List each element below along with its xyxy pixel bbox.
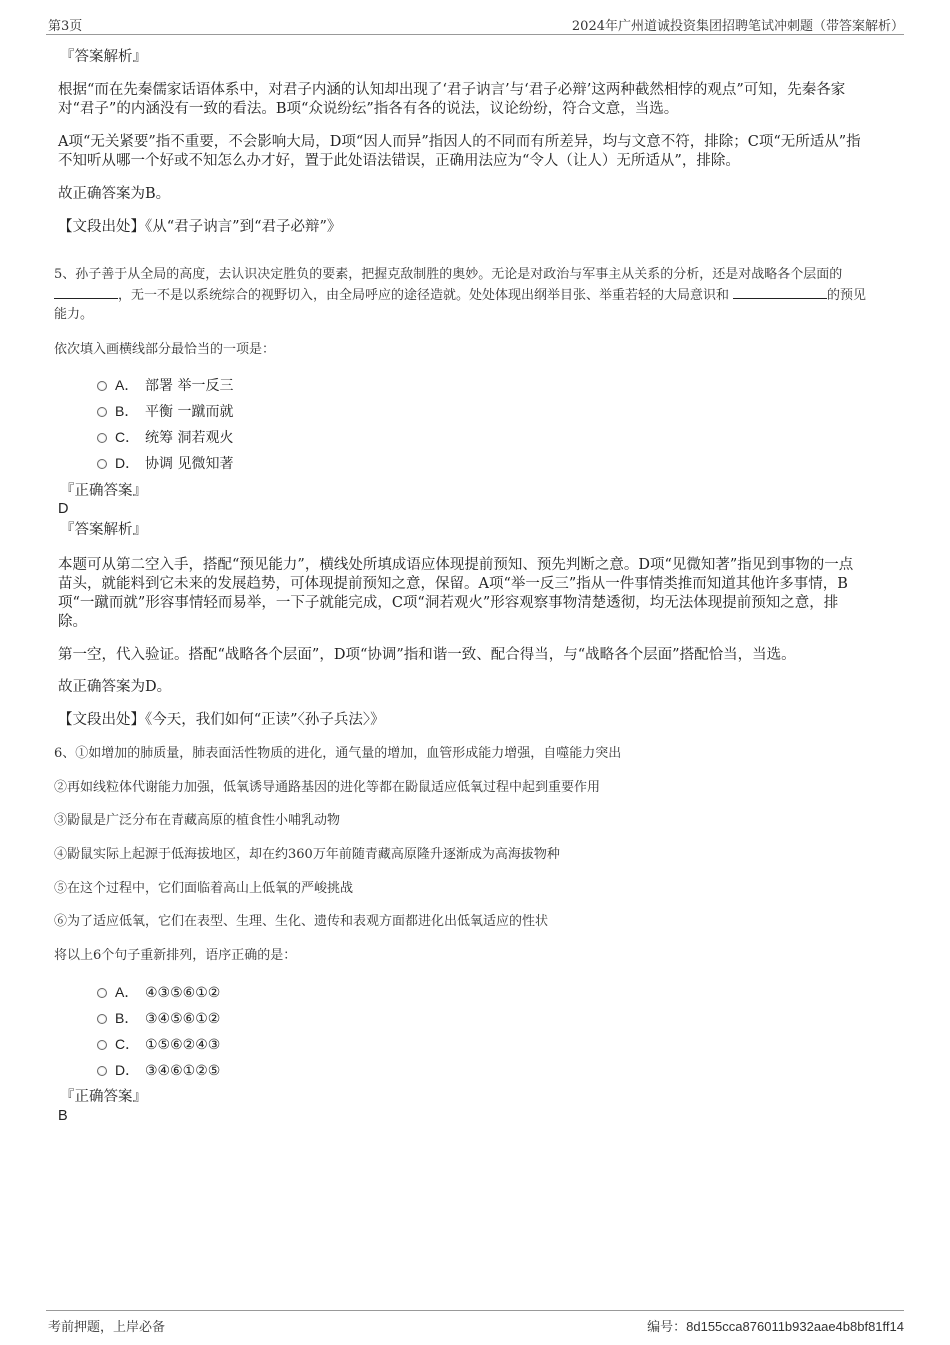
radio-icon[interactable] bbox=[97, 459, 107, 469]
sentence-item: 6、①如增加的肺质量，肺表面活性物质的进化，通气量的增加，血管形成能力增强，自噬能力突出 bbox=[54, 746, 622, 761]
radio-icon[interactable] bbox=[97, 407, 107, 417]
option-a[interactable]: A． ④③⑤⑥①② bbox=[97, 982, 220, 1002]
sentence-item: ⑤在这个过程中，它们面临着高山上低氧的严峻挑战 bbox=[54, 881, 354, 896]
document-code: 编号：8d155cca876011b932aae4b8bf81ff14 bbox=[647, 1319, 904, 1334]
correct-answer: D bbox=[58, 501, 69, 517]
question-stem-line: 5、孙子善于从全局的高度，去认识决定胜负的要素，把握克敌制胜的奥妙。无论是对政治与军事主从关系的分析，还是对战略各个层面的 bbox=[54, 267, 843, 282]
option-d[interactable]: D． 协调 见微知著 bbox=[97, 453, 233, 473]
radio-icon[interactable] bbox=[97, 1040, 107, 1050]
source-text: 【文段出处】《今天，我们如何“正读”〈孙子兵法〉》 bbox=[58, 712, 385, 728]
analysis-paragraph-line: 根据“而在先秦儒家话语体系中，对君子内涵的认知却出现了‘君子讷言’与‘君子必辩’这两种截然相悖的观点”可知，先秦各家 bbox=[58, 82, 846, 98]
option-d[interactable]: D． ③④⑥①②⑤ bbox=[97, 1060, 220, 1080]
sentence-item: ④鼢鼠实际上起源于低海拔地区，却在约360万年前随青藏高原隆升逐渐成为高海拔物种 bbox=[54, 847, 560, 862]
radio-icon[interactable] bbox=[97, 433, 107, 443]
analysis-label: 『答案解析』 bbox=[60, 49, 147, 65]
analysis-paragraph-line: A项“无关紧要”指不重要，不会影响大局，D项“因人而异”指因人的不同而有所差异，均与文意不符，排除；C项“无所适从”指 bbox=[58, 134, 861, 150]
correct-answer: B bbox=[58, 1108, 68, 1124]
analysis-paragraph-line: 不知听从哪一个好或不知怎么办才好，置于此处语法错误，正确用法应为“令人（让人）无所适从”，排除。 bbox=[58, 153, 740, 169]
radio-icon[interactable] bbox=[97, 1014, 107, 1024]
analysis-paragraph-line: 除。 bbox=[58, 614, 87, 630]
radio-icon[interactable] bbox=[97, 988, 107, 998]
page-header bbox=[46, 14, 904, 35]
fill-blank bbox=[733, 285, 827, 299]
analysis-paragraph-line: 项“一蹴而就”形容事情轻而易举，一下子就能完成，C项“洞若观火”形容观察事物清楚透彻，均无法体现提前预知之意，排 bbox=[58, 595, 839, 611]
source-text: 【文段出处】《从“君子讷言”到“君子必辩”》 bbox=[58, 219, 342, 235]
option-b[interactable]: B． ③④⑤⑥①② bbox=[97, 1008, 220, 1028]
option-c[interactable]: C． ①⑤⑥②④③ bbox=[97, 1034, 220, 1054]
analysis-paragraph-line: 本题可从第二空入手，搭配“预见能力”，横线处所填成语应体现提前预知、预先判断之意。D项“见微知著”指见到事物的一点 bbox=[58, 557, 854, 573]
conclusion-text: 故正确答案为B。 bbox=[58, 186, 171, 202]
conclusion-text: 故正确答案为D。 bbox=[58, 679, 172, 695]
stem-text: ，无一不是以系统综合的视野切入，由全局呼应的途径造就。处处体现出纲举目张、举重若轻的大局意识和 bbox=[118, 288, 730, 303]
radio-icon[interactable] bbox=[97, 1066, 107, 1076]
footer-slogan: 考前押题，上岸必备 bbox=[48, 1320, 166, 1335]
option-c[interactable]: C． 统筹 洞若观火 bbox=[97, 427, 233, 447]
analysis-paragraph-line: 苗头，就能料到它未来的发展趋势，可体现提前预知之意，保留。A项“举一反三”指从一件事情类推而知道其他许多事情，B bbox=[58, 576, 848, 592]
document-title: 2024年广州道诚投资集团招聘笔试冲刺题（带答案解析） bbox=[571, 19, 904, 34]
correct-answer-label: 『正确答案』 bbox=[60, 483, 147, 499]
question-stem-line: 能力。 bbox=[54, 307, 94, 322]
sentence-item: ⑥为了适应低氧，它们在表型、生理、生化、遗传和表观方面都进化出低氧适应的性状 bbox=[54, 914, 549, 929]
analysis-paragraph-line: 对“君子”的内涵没有一致的看法。B项“众说纷纭”指各有各的说法，议论纷纷，符合文意，当选。 bbox=[58, 101, 679, 117]
question-prompt: 将以上6个句子重新排列，语序正确的是： bbox=[54, 948, 297, 963]
sentence-item: ③鼢鼠是广泛分布在青藏高原的植食性小哺乳动物 bbox=[54, 813, 341, 828]
radio-icon[interactable] bbox=[97, 381, 107, 391]
page-footer bbox=[46, 1310, 904, 1333]
option-b[interactable]: B． 平衡 一蹴而就 bbox=[97, 401, 233, 421]
fill-blank bbox=[54, 285, 118, 299]
stem-text: 的预见 bbox=[827, 288, 867, 303]
sentence-item: ②再如线粒体代谢能力加强，低氧诱导通路基因的进化等都在鼢鼠适应低氧过程中起到重要作用 bbox=[54, 780, 601, 795]
option-a[interactable]: A． 部署 举一反三 bbox=[97, 375, 233, 395]
correct-answer-label: 『正确答案』 bbox=[60, 1089, 147, 1105]
analysis-paragraph-line: 第一空，代入验证。搭配“战略各个层面”，D项“协调”指和谐一致、配合得当，与“战略各个层面”搭配恰当，当选。 bbox=[58, 647, 796, 663]
question-prompt: 依次填入画横线部分最恰当的一项是： bbox=[54, 342, 276, 357]
question-stem-line bbox=[54, 285, 866, 306]
analysis-label: 『答案解析』 bbox=[60, 522, 147, 538]
page-number: 第3页 bbox=[48, 19, 83, 34]
